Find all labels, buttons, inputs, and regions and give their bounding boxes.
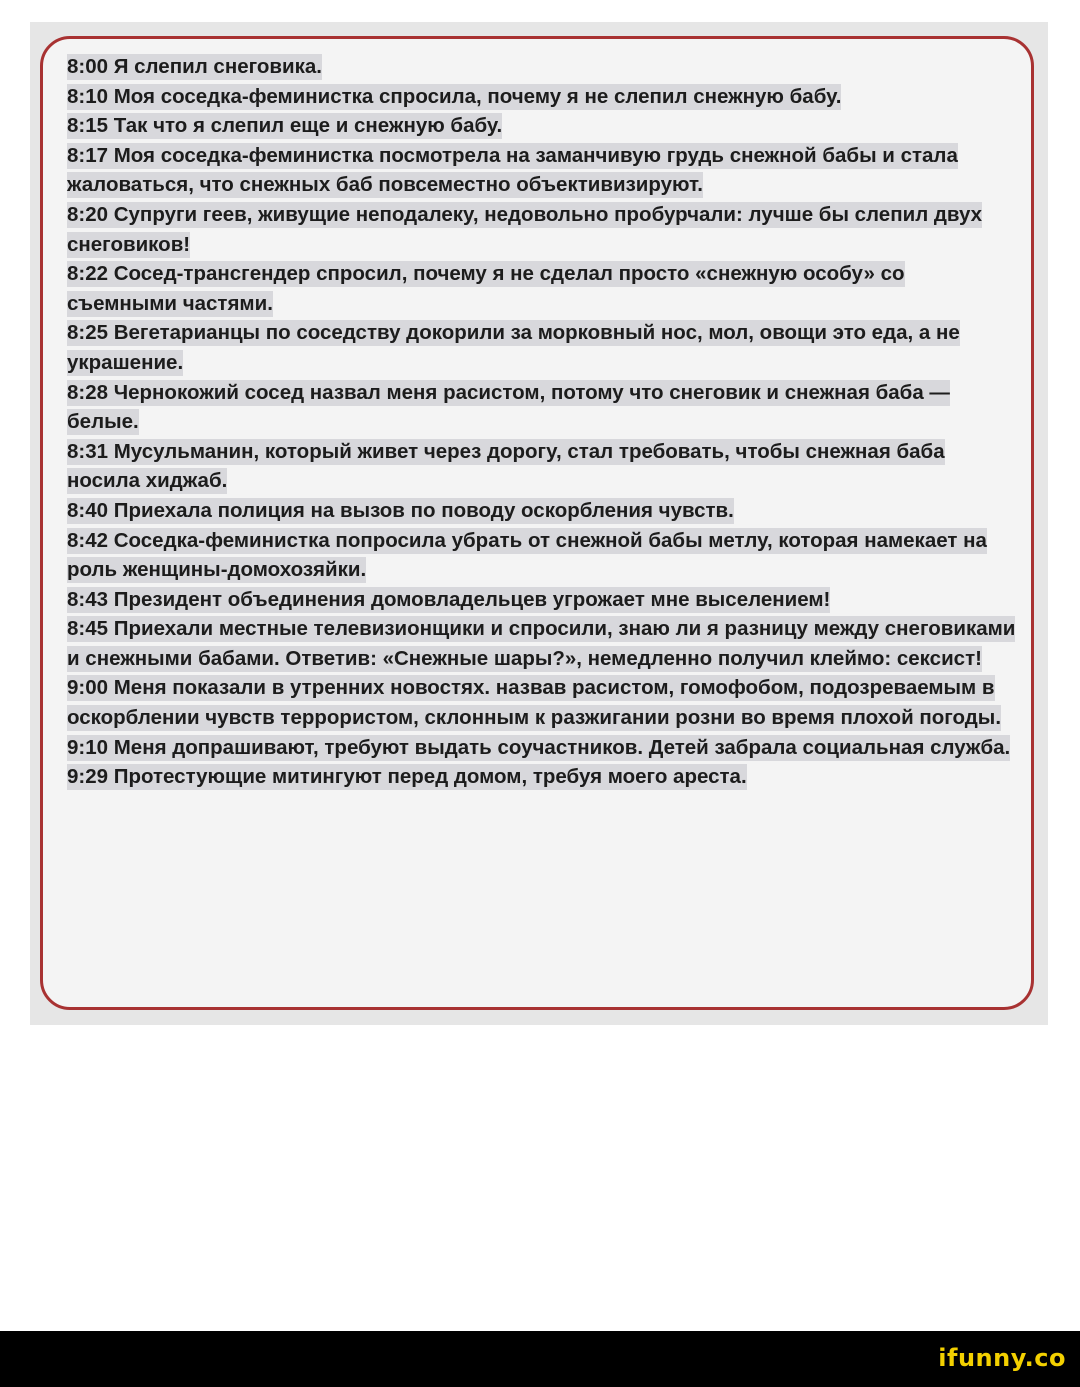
timeline-entry: 9:10 Меня допрашивают, требуют выдать соучастников. Детей забрала социальная служба. bbox=[67, 735, 1011, 759]
timeline-entry: 8:17 Моя соседка-феминистка посмотрела на заманчивую грудь снежной бабы и стала жаловаться, что снежных баб повсеместно объективизируют. bbox=[67, 143, 958, 197]
footer-bar bbox=[0, 1331, 1080, 1387]
timeline-entry: 8:28 Чернокожий сосед назвал меня расистом, потому что снеговик и снежная баба — белые. bbox=[67, 380, 950, 434]
timeline-entry: 8:42 Соседка-феминистка попросила убрать от снежной бабы метлу, которая намекает на роль женщины-домохозяйки. bbox=[67, 528, 987, 582]
timeline-entry: 8:20 Супруги геев, живущие неподалеку, недовольно пробурчали: лучше бы слепил двух снеговиков! bbox=[67, 202, 983, 256]
timeline-entry: 8:15 Так что я слепил еще и снежную бабу. bbox=[67, 114, 503, 138]
timeline-entry: 8:00 Я слепил снеговика. bbox=[67, 55, 322, 78]
timeline-entry: 8:10 Моя соседка-феминистка спросила, почему я не слепил снежную бабу. bbox=[67, 84, 842, 108]
timeline-entry: 9:00 Меня показали в утренних новостях. назвав расистом, гомофобом, подозреваемым в оскорблении чувств террористом, склонным к разжигании розни во время плохой погоды. bbox=[67, 676, 1002, 730]
timeline-entry: 9:29 Протестующие митингуют перед домом, требуя моего ареста. bbox=[67, 765, 747, 789]
story-card bbox=[40, 36, 1034, 1010]
timeline-entry: 8:31 Мусульманин, который живет через дорогу, стал требовать, чтобы снежная баба носила хиджаб. bbox=[67, 439, 945, 493]
timeline-entry: 8:40 Приехала полиция на вызов по поводу оскорбления чувств. bbox=[67, 498, 734, 522]
timeline-entry: 8:22 Сосед-трансгендер спросил, почему я не сделал просто «снежную особу» со съемными частями. bbox=[67, 262, 905, 315]
timeline-entry: 8:25 Вегетарианцы по соседству докорили за морковный нос, мол, овощи это еда, а не украшение. bbox=[67, 321, 960, 374]
story-text bbox=[67, 52, 1017, 792]
watermark-logo[interactable]: ifunny.co bbox=[938, 1344, 1066, 1372]
timeline-entry: 8:43 Президент объединения домовладельцев угрожает мне выселением! bbox=[67, 587, 831, 611]
timeline-entry: 8:45 Приехали местные телевизионщики и спросили, знаю ли я разницу между снеговиками и снежными бабами. Ответив: «Снежные шары?», немедленно получил клеймо: сексист! bbox=[67, 617, 1016, 670]
